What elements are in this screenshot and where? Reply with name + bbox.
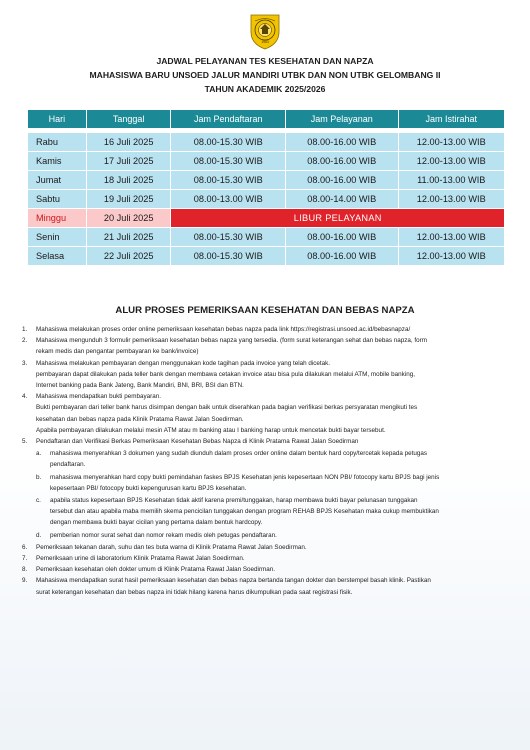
sub-step-text: dengan membawa bukti bayar cicilan yang pertama dalam bentuk hardcopy. (50, 519, 263, 527)
cell-date: 17 Juli 2025 (87, 152, 171, 170)
page-title (0, 54, 530, 96)
sub-step-text: apabila status kepesertaan BPJS Kesehatan tidak aktif karena premi/tunggakan, harap membawa bukti bayar pelunasan tunggakan (50, 497, 418, 505)
header-day: Hari (28, 110, 86, 128)
list-item (22, 575, 508, 597)
cell-date: 20 Juli 2025 (87, 209, 171, 227)
cell-day: Rabu (28, 133, 86, 151)
step-text: Internet banking pada Bank Jateng, Bank Mandiri, BNI, BRI, BSI dan BTN. (36, 382, 244, 390)
list-item (22, 564, 508, 575)
step-text: Mahasiswa mendapatkan bukti pembayaran. (36, 393, 161, 401)
step-text: Bukti pembayaran dari teller bank harus disimpan dengan baik untuk diserahkan pada bagian verifikasi berkas persyaratan mengikuti tes (36, 404, 418, 412)
cell-rest: 12.00-13.00 WIB (399, 133, 505, 151)
sub-steps-list (36, 448, 508, 541)
step-text: Pemeriksaan tekanan darah, suhu dan tes buta warna di Klinik Pratama Rawat Jalan Soedirman. (36, 543, 307, 551)
step-text: pembayaran dapat dilakukan pada teller bank dengan membawa cetakan invoice atau bisa pula dilakukan melalui ATM, mobile banking, (36, 370, 415, 378)
sub-step-letter: b. (36, 473, 42, 481)
cell-service: 08.00-14.00 WIB (286, 190, 398, 208)
cell-service: 08.00-16.00 WIB (286, 152, 398, 170)
cell-registration: 08.00-15.30 WIB (171, 228, 285, 246)
table-row (28, 228, 504, 246)
step-text: Mahasiswa melakukan pembayaran dengan menggunakan kode tagihan pada invoice yang telah dicetak. (36, 359, 331, 367)
step-number: 6. (22, 543, 28, 551)
schedule-table (27, 109, 505, 266)
table-row (28, 133, 504, 151)
sub-list-item (36, 495, 508, 529)
step-text: Pemeriksaan urine di laboratorium Klinik Pratama Rawat Jalan Soedirman. (36, 555, 245, 563)
cell-date: 22 Juli 2025 (87, 247, 171, 265)
table-row (28, 152, 504, 170)
sub-step-letter: c. (36, 497, 41, 505)
title-line-2: MAHASISWA BARU UNSOED JALUR MANDIRI UTBK DAN NON UTBK GELOMBANG II (89, 70, 441, 80)
cell-rest: 11.00-13.00 WIB (399, 171, 505, 189)
step-number: 4. (22, 393, 28, 401)
holiday-note: LIBUR PELAYANAN (171, 209, 504, 227)
cell-day: Kamis (28, 152, 86, 170)
seal-year-text: 1963 (261, 40, 269, 44)
cell-registration: 08.00-15.30 WIB (171, 152, 285, 170)
step-number: 8. (22, 566, 28, 574)
step-text: Apabila pembayaran dilakukan melalui mesin ATM atau m banking atau I banking harap untuk mencetak bukti bayar tersebut. (36, 426, 386, 434)
list-item (22, 335, 508, 357)
cell-rest: 12.00-13.00 WIB (399, 228, 505, 246)
header-service: Jam Pelayanan (286, 110, 398, 128)
cell-service: 08.00-16.00 WIB (286, 171, 398, 189)
table-row (28, 247, 504, 265)
cell-service: 08.00-16.00 WIB (286, 228, 398, 246)
step-text: Pendaftaran dan Verifikasi Berkas Pemeriksaan Kesehatan Bebas Napza di Klinik Pratama Rawat Jalan Soedirman (36, 438, 359, 446)
sub-step-letter: d. (36, 531, 42, 539)
step-number: 9. (22, 577, 28, 585)
header-registration: Jam Pendaftaran (171, 110, 285, 128)
sub-list-item (36, 472, 508, 494)
title-line-3: TAHUN AKADEMIK 2025/2026 (204, 84, 326, 94)
sub-step-text: kepesertaan PBI/ fotocopy bukti kepengurusan kartu BPJS kesehatan. (50, 484, 247, 492)
table-header-row (28, 110, 504, 128)
cell-day: Selasa (28, 247, 86, 265)
flow-section-title: ALUR PROSES PEMERIKSAAN KESEHATAN DAN BEBAS NAPZA (115, 305, 415, 316)
cell-date: 19 Juli 2025 (87, 190, 171, 208)
list-item (22, 436, 508, 541)
step-number: 7. (22, 555, 28, 563)
step-number: 2. (22, 337, 28, 345)
cell-date: 18 Juli 2025 (87, 171, 171, 189)
list-item (22, 324, 508, 335)
sub-list-item (36, 530, 508, 541)
header-rest: Jam Istirahat (399, 110, 505, 128)
cell-registration: 08.00-15.30 WIB (171, 133, 285, 151)
step-text: Mahasiswa mengunduh 3 formulir pemeriksaan kesehatan bebas napza yang tersedia. (form surat keterangan sehat dan bebas napza, form (36, 337, 427, 345)
cell-service: 08.00-16.00 WIB (286, 133, 398, 151)
step-number: 5. (22, 438, 28, 446)
cell-day: Sabtu (28, 190, 86, 208)
sub-step-text: mahasiswa menyerahkan 3 dokumen yang sudah diunduh dalam proses order online dalam bentuk hard copy/tercetak kepada petugas (50, 450, 428, 458)
sub-step-letter: a. (36, 450, 42, 458)
step-text: Mahasiswa melakukan proses order online pemeriksaan kesehatan bebas napza pada link https://registrasi.unsoed.ac.id/bebasnapza/ (36, 326, 411, 333)
step-number: 3. (22, 359, 28, 367)
list-item (22, 391, 508, 436)
sub-list-item (36, 448, 508, 470)
cell-day: Jumat (28, 171, 86, 189)
step-number: 1. (22, 326, 28, 333)
cell-date: 21 Juli 2025 (87, 228, 171, 246)
cell-rest: 12.00-13.00 WIB (399, 247, 505, 265)
flow-steps-list (22, 324, 508, 598)
header-date: Tanggal (87, 110, 171, 128)
cell-date: 16 Juli 2025 (87, 133, 171, 151)
cell-registration: 08.00-15.30 WIB (171, 247, 285, 265)
cell-day: Minggu (28, 209, 86, 227)
step-text: surat keterangan kesehatan dan bebas napza ini tidak hilang karena harus dikumpulkan pada saat registrasi fisik. (36, 588, 353, 596)
university-seal-icon (249, 12, 281, 50)
list-item (22, 553, 508, 564)
sub-step-text: pendaftaran. (50, 461, 86, 469)
table-row (28, 171, 504, 189)
table-row-holiday (28, 209, 504, 227)
sub-step-text: pemberian nomor surat sehat dan nomor rekam medis oleh petugas pendaftaran. (50, 531, 277, 539)
step-text: rekam medis dan pengantar pembayaran ke bank/invoice) (36, 348, 199, 356)
cell-registration: 08.00-15.30 WIB (171, 171, 285, 189)
sub-step-text: tersebut dan atau apabila maba memilih skema pencicilan tunggakan dengan program REHAB BPJS Kesehatan maka cukup membuktikan (50, 508, 439, 516)
list-item (22, 358, 508, 392)
table-row (28, 190, 504, 208)
step-text: kesehatan dan bebas napza pada Klinik Pratama Rawat Jalan Soedirman. (36, 415, 244, 423)
title-line-1: JADWAL PELAYANAN TES KESEHATAN DAN NAPZA (156, 56, 374, 66)
cell-rest: 12.00-13.00 WIB (399, 190, 505, 208)
list-item (22, 542, 508, 553)
sub-step-text: mahasiswa menyerahkan hard copy bukti pemindahan faskes BPJS Kesehatan jenis kepesertaan NON PBI/ fotocopy kartu BPJS bagi jenis (50, 473, 440, 481)
cell-registration: 08.00-13.00 WIB (171, 190, 285, 208)
step-text: Mahasiswa mendapatkan surat hasil pemeriksaan kesehatan dan bebas napza bertanda tangan dokter dan berstempel basah klinik. Pastikan (36, 577, 431, 585)
cell-day: Senin (28, 228, 86, 246)
cell-service: 08.00-16.00 WIB (286, 247, 398, 265)
step-text: Pemeriksaan kesehatan oleh dokter umum di Klinik Pratama Rawat Jalan Soedirman. (36, 566, 276, 574)
cell-rest: 12.00-13.00 WIB (399, 152, 505, 170)
